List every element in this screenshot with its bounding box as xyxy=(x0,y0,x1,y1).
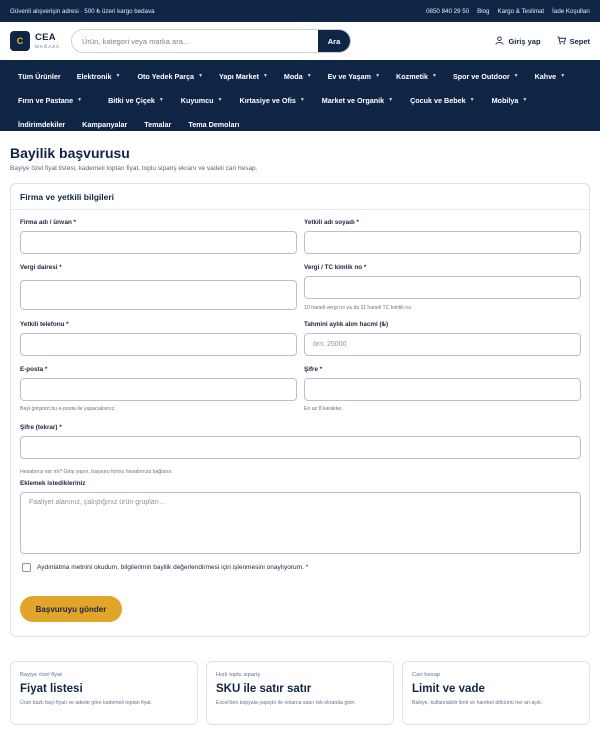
site-header xyxy=(0,22,600,60)
nav-item-fashion[interactable] xyxy=(284,72,312,81)
feature-desc: Ürün bazlı bayi fiyatı ve adede göre kademeli toptan fiyat. xyxy=(20,700,153,706)
chevron-down-icon: ▼ xyxy=(77,97,83,103)
chevron-down-icon: ▼ xyxy=(299,97,305,103)
main-nav xyxy=(0,60,600,131)
consent-text: Aydınlatma metnini okudum, bilgilerimin bayilik değerlendirmesi için işlenmesini onaylıyorum. * xyxy=(37,564,309,571)
nav-label: Elektronik xyxy=(76,71,112,81)
contact-name-input[interactable] xyxy=(304,231,581,254)
phone-link[interactable]: 0850 840 29 50 xyxy=(426,7,470,15)
top-bar xyxy=(0,0,600,22)
chevron-down-icon: ▼ xyxy=(262,73,268,79)
tax-office-input[interactable] xyxy=(20,280,297,310)
chevron-down-icon: ▼ xyxy=(560,73,566,79)
feature-kicker: Bayiye özel fiyat xyxy=(20,672,62,678)
nav-item-kids-baby[interactable] xyxy=(410,96,474,105)
logo[interactable] xyxy=(35,33,60,49)
password-label: Şifre * xyxy=(304,366,323,373)
chevron-down-icon: ▼ xyxy=(375,73,381,79)
feature-cards xyxy=(10,661,590,725)
consent-checkbox[interactable] xyxy=(22,563,31,572)
login-button[interactable] xyxy=(495,36,540,47)
chevron-down-icon: ▼ xyxy=(469,97,475,103)
feature-title: Limit ve vade xyxy=(412,683,485,695)
company-label: Firma adı / ünvan * xyxy=(20,219,76,226)
logo-name: CEA xyxy=(35,32,56,43)
nav-item-bakery[interactable] xyxy=(18,96,82,105)
header-actions xyxy=(495,36,590,47)
blog-link[interactable]: Blog xyxy=(477,7,490,15)
chevron-down-icon: ▼ xyxy=(522,97,528,103)
password-confirm-field xyxy=(20,424,581,459)
nav-label: Spor ve Outdoor xyxy=(452,71,510,81)
phone-input[interactable] xyxy=(20,333,297,356)
cart-button[interactable] xyxy=(557,36,590,47)
notes-label: Eklemek istedikleriniz xyxy=(20,480,86,487)
nav-label: Temalar xyxy=(144,119,172,129)
chevron-down-icon: ▼ xyxy=(217,97,223,103)
feature-card-price-list xyxy=(10,661,198,725)
password-input[interactable] xyxy=(304,378,581,401)
email-label: E-posta * xyxy=(20,366,48,373)
nav-item-campaigns[interactable] xyxy=(82,120,127,129)
section-title: Firma ve yetkili bilgileri xyxy=(11,184,589,210)
nav-item-furniture[interactable] xyxy=(492,96,528,105)
tax-no-field xyxy=(304,264,581,299)
chevron-down-icon: ▼ xyxy=(306,73,312,79)
nav-row-1 xyxy=(18,64,590,88)
login-label: Giriş yap xyxy=(508,36,541,46)
search-input[interactable] xyxy=(72,30,318,52)
nav-item-stationery[interactable] xyxy=(240,96,305,105)
page-title: Bayilik başvurusu xyxy=(10,145,130,161)
tax-no-label: Vergi / TC kimlik no * xyxy=(304,264,367,271)
feature-card-bulk-order xyxy=(206,661,394,725)
feature-desc: Excel'den kopyala-yapıştır ile onlarca satırı tek ekranda girin. xyxy=(216,700,356,706)
feature-kicker: Cari hesap xyxy=(412,672,441,678)
main-content xyxy=(0,131,600,637)
feature-title: Fiyat listesi xyxy=(20,683,83,695)
nav-label: Kırtasiye ve Ofis xyxy=(239,95,296,105)
chevron-down-icon: ▼ xyxy=(388,97,394,103)
nav-item-sports-outdoor[interactable] xyxy=(453,72,519,81)
nav-item-themes[interactable] xyxy=(144,120,171,129)
chevron-down-icon: ▼ xyxy=(198,73,204,79)
phone-label: Yetkili telefonu * xyxy=(20,321,69,328)
tax-no-hint: 10 haneli vergi no ya da 11 haneli TC kimlik no. xyxy=(304,305,413,311)
logo-mark[interactable]: C xyxy=(10,31,30,51)
nav-item-theme-demos[interactable] xyxy=(188,120,239,129)
nav-label: Ev ve Yaşam xyxy=(327,71,372,81)
nav-label: Kozmetik xyxy=(396,71,428,81)
contact-field xyxy=(304,219,581,254)
application-form-card xyxy=(10,183,590,637)
nav-item-electronics[interactable] xyxy=(77,72,121,81)
notes-textarea[interactable] xyxy=(20,492,581,554)
nav-item-plants-flowers[interactable] xyxy=(108,96,164,105)
nav-label: Çocuk ve Bebek xyxy=(410,95,466,105)
feature-kicker: Hızlı toplu sipariş xyxy=(216,672,261,678)
nav-label: Fırın ve Pastane xyxy=(18,95,74,105)
shipping-link[interactable]: Kargo & Teslimat xyxy=(497,7,545,15)
nav-label: Tema Demoları xyxy=(188,119,240,129)
nav-label: Mobilya xyxy=(491,95,519,105)
page-subtitle: Bayiye özel fiyat listesi, kademeli toptan fiyat, toplu sipariş ekranı ve vadeli cari hesap. xyxy=(10,165,258,172)
nav-label: Oto Yedek Parça xyxy=(137,71,195,81)
nav-item-discounts[interactable] xyxy=(18,120,65,129)
feature-title: SKU ile satır satır xyxy=(216,683,312,695)
nav-label: Kampanyalar xyxy=(82,119,128,129)
account-hint-text: Hesabınız var mı? Giriş yapın, başvuru formu hesabınıza bağlanır. xyxy=(20,469,173,475)
feature-desc: Bakiye, kullanılabilir limit ve hareket dökümü her an açık. xyxy=(412,700,543,706)
user-icon xyxy=(495,36,504,47)
email-field xyxy=(20,366,297,401)
password-hint: En az 8 karakter. xyxy=(304,406,343,412)
nav-item-jewelry[interactable] xyxy=(181,96,223,105)
nav-label: Bitki ve Çiçek xyxy=(108,95,155,105)
account-hint[interactable] xyxy=(20,469,173,475)
logo-tagline: MAĞAZA xyxy=(35,43,61,49)
password-confirm-label: Şifre (tekrar) * xyxy=(20,424,62,431)
tax-no-input[interactable] xyxy=(304,276,581,299)
chevron-down-icon: ▼ xyxy=(431,73,437,79)
feature-card-current-account xyxy=(402,661,590,725)
password-field xyxy=(304,366,581,401)
nav-item-hardware[interactable] xyxy=(219,72,268,81)
tax-office-field xyxy=(20,264,297,310)
nav-item-market-organic[interactable] xyxy=(322,96,393,105)
announcement-text: Güvenli alışverişin adresi · 500 ₺ üzeri kargo bedava xyxy=(10,7,155,15)
top-links xyxy=(426,8,590,15)
notes-field xyxy=(20,480,581,554)
company-field xyxy=(20,219,297,254)
company-input[interactable] xyxy=(20,231,297,254)
chevron-down-icon: ▼ xyxy=(115,73,121,79)
chevron-down-icon: ▼ xyxy=(513,73,519,79)
nav-label: İndirimdekiler xyxy=(18,119,66,129)
nav-item-all-products[interactable] xyxy=(18,72,61,81)
nav-label: Moda xyxy=(283,71,303,81)
nav-item-home-living[interactable] xyxy=(328,72,380,81)
password-confirm-input[interactable] xyxy=(20,436,581,459)
nav-item-auto-parts[interactable] xyxy=(137,72,203,81)
returns-link[interactable]: İade Koşulları xyxy=(552,7,590,15)
nav-label: Yapı Market xyxy=(219,71,259,81)
nav-item-cosmetics[interactable] xyxy=(396,72,437,81)
chevron-down-icon: ▼ xyxy=(158,97,164,103)
contact-label: Yetkili adı soyadı * xyxy=(304,219,359,226)
email-hint: Bayi girişinizi bu e-posta ile yapacaksınız. xyxy=(20,406,116,412)
email-input[interactable] xyxy=(20,378,297,401)
cart-label: Sepet xyxy=(569,36,590,46)
nav-label: Kahve xyxy=(534,71,557,81)
nav-label: Market ve Organik xyxy=(321,95,385,105)
volume-label: Tahmini aylık alım hacmi (₺) xyxy=(304,321,389,328)
search-button[interactable]: Ara xyxy=(318,30,350,52)
nav-label: Tüm Ürünler xyxy=(18,71,61,81)
phone-field xyxy=(20,321,297,356)
nav-item-coffee[interactable] xyxy=(535,72,566,81)
nav-label: Kuyumcu xyxy=(180,95,214,105)
consent-row xyxy=(22,563,308,572)
tax-office-label: Vergi dairesi * xyxy=(20,264,62,271)
cart-icon xyxy=(557,36,566,47)
nav-row-2 xyxy=(18,88,590,112)
volume-input[interactable] xyxy=(304,333,581,356)
volume-field xyxy=(304,321,581,356)
submit-button[interactable]: Başvuruyu gönder xyxy=(20,596,122,622)
search-bar xyxy=(71,29,351,53)
